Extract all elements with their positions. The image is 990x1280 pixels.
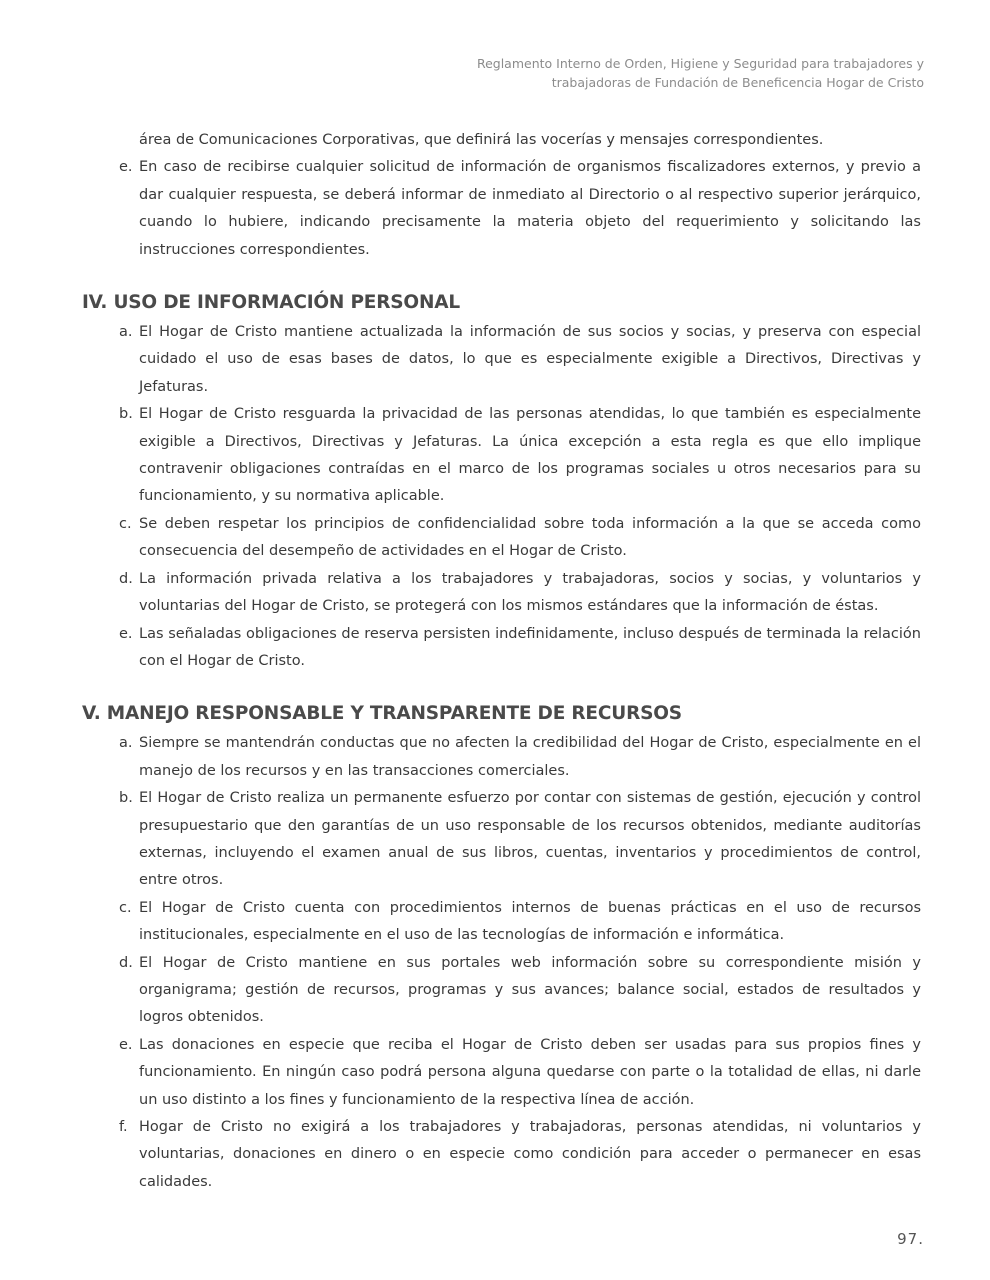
list-item (119, 1114, 921, 1196)
item-text: En caso de recibirse cualquier solicitud de información de organismos fiscalizadores externos, y previo a dar cualquier respuesta, se deberá informar de inmediato al Directorio o al respectivo superior jerárquico, cuando lo hubiere, indicando precisamente la materia objeto del requerimiento y solicitando las instrucciones correspondientes. (139, 159, 921, 258)
list-item-e-intro (119, 154, 921, 264)
item-letter: f. (119, 1119, 128, 1135)
item-text: El Hogar de Cristo resguarda la privacidad de las personas atendidas, lo que también es especialmente exigible a Directivos, Directivas y Jefaturas. La única excepción a esta regla es que ello implique contravenir obligaciones contraídas en el marco de los programas sociales u otros necesarios para su funcionamiento, y su normativa aplicable. (139, 406, 921, 505)
list-item (119, 950, 921, 1032)
page-number: 97. (897, 1230, 924, 1248)
item-text: La información privada relativa a los trabajadores y trabajadoras, socios y socias, y voluntarios y voluntarias del Hogar de Cristo, se protegerá con los mismos estándares que la información de éstas. (139, 570, 921, 615)
item-letter: b. (119, 790, 133, 807)
item-letter: d. (119, 570, 133, 587)
item-letter: a. (119, 735, 133, 752)
list-item (119, 785, 921, 895)
item-text: El Hogar de Cristo realiza un permanente esfuerzo por contar con sistemas de gestión, ejecución y control presupuestario que den garantías de un uso responsable de los recursos obtenidos, mediante auditorías externas, incluyendo el examen anual de sus libros, cuentas, inventarios y procedimientos de control, entre otros. (139, 790, 921, 889)
item-letter: c. (119, 515, 132, 532)
document-body (0, 127, 990, 1196)
item-letter: c. (119, 899, 132, 916)
item-text: Se deben respetar los principios de confidencialidad sobre toda información a la que se acceda como consecuencia del desempeño de actividades en el Hogar de Cristo. (139, 515, 921, 560)
item-letter: e. (119, 159, 133, 176)
list-item (119, 621, 921, 676)
item-text: El Hogar de Cristo mantiene actualizada la información de sus socios y socias, y preserva con especial cuidado el uso de esas bases de datos, lo que es especialmente exigible a Directivos, Directivas y Jefaturas. (139, 324, 921, 395)
list-item (119, 511, 921, 566)
item-text: área de Comunicaciones Corporativas, que definirá las vocerías y mensajes correspondientes. (139, 132, 824, 148)
header-line-2: trabajadoras de Fundación de Beneficencia Hogar de Cristo (551, 75, 924, 90)
item-letter: b. (119, 406, 133, 423)
section-heading-iv: IV. USO DE INFORMACIÓN PERSONAL (82, 292, 460, 314)
running-header (404, 54, 924, 92)
item-letter: d. (119, 954, 133, 971)
list-item (119, 730, 921, 785)
item-text: Hogar de Cristo no exigirá a los trabajadores y trabajadoras, personas atendidas, ni voluntarios y voluntarias, donaciones en dinero o en especie como condición para acceder o permanecer en esas calidades. (139, 1119, 921, 1190)
list-item (119, 401, 921, 511)
item-text: Siempre se mantendrán conductas que no afecten la credibilidad del Hogar de Cristo, especialmente en el manejo de los recursos y en las transacciones comerciales. (139, 735, 921, 779)
item-text: El Hogar de Cristo cuenta con procedimientos internos de buenas prácticas en el uso de recursos institucionales, especialmente en el uso de las tecnologías de información e informática. (139, 899, 921, 944)
item-letter: e. (119, 1036, 133, 1053)
section-heading-v: V. MANEJO RESPONSABLE Y TRANSPARENTE DE RECURSOS (82, 703, 682, 725)
item-text: Las señaladas obligaciones de reserva persisten indefinidamente, incluso después de terminada la relación con el Hogar de Cristo. (139, 625, 921, 669)
item-letter: e. (119, 625, 133, 642)
item-letter: a. (119, 324, 133, 341)
item-text: Las donaciones en especie que reciba el Hogar de Cristo deben ser usadas para sus propios fines y funcionamiento. En ningún caso podrá persona alguna quedarse con parte o la totalidad de ellas, ni darle un uso distinto a los fines y funcionamiento de la respectiva línea de acción. (139, 1036, 921, 1108)
list-item (119, 1032, 921, 1114)
header-line-1: Reglamento Interno de Orden, Higiene y Seguridad para trabajadores y (476, 56, 924, 71)
list-item (119, 566, 921, 621)
list-item (119, 895, 921, 950)
list-item (119, 319, 921, 401)
item-text: El Hogar de Cristo mantiene en sus portales web información sobre su correspondiente misión y organigrama; gestión de recursos, programas y sus avances; balance social, estados de resultados y logros obtenidos. (139, 954, 921, 1026)
list-item-continuation (139, 127, 921, 154)
